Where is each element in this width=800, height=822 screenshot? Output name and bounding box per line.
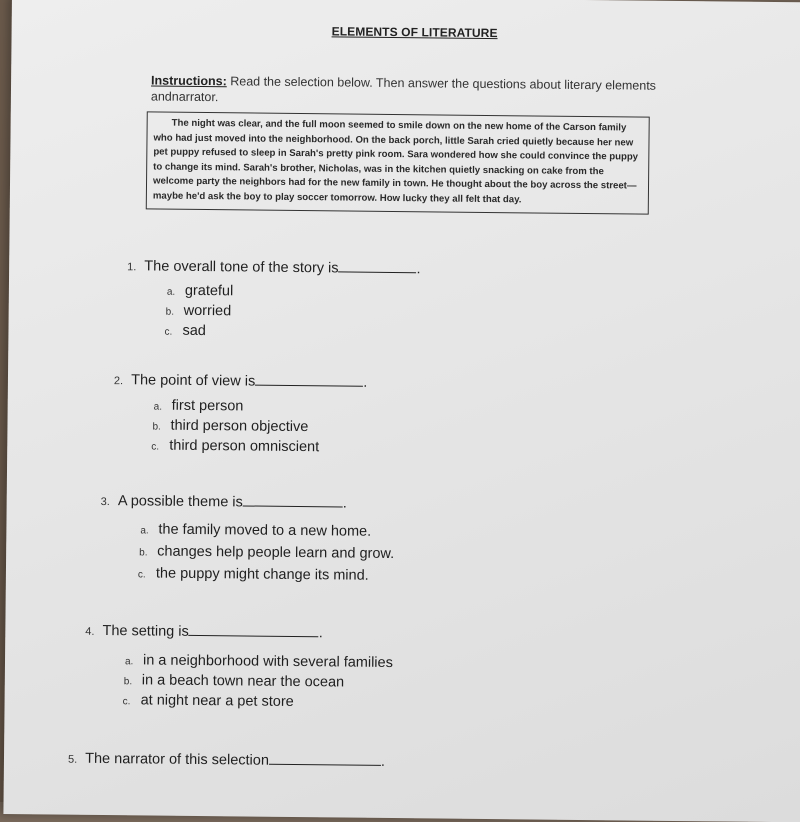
answer-blank[interactable]: [255, 373, 363, 387]
question-number: 5.: [67, 753, 78, 766]
question-4: [85, 622, 323, 641]
answer-blank[interactable]: [339, 259, 417, 273]
question-text: The overall tone of the story is: [144, 258, 339, 277]
option-b[interactable]: b. in a beach town near the ocean: [123, 672, 345, 691]
reading-passage-text: The night was clear, and the full moon seemed to smile down on the new home of the Carson family who had just moved into the neighborhood. On the back porch, little Sarah cried quietly because her new pet puppy refused to sleep in Sarah's pretty pink room. Sara wondered how she could convince the puppy to change its mind. Sarah's brother, Nicholas, was in the kitchen quietly snacking on cake from the welcome party the neighbors had for the new family in town. He thought about the boy across the street—maybe he'd ask the boy to play soccer tomorrow. How lucky they all felt that day.: [152, 117, 639, 206]
question-number: 3.: [100, 495, 110, 509]
question-3-options: [137, 519, 395, 588]
question-text: A possible theme is: [117, 493, 243, 511]
option-c[interactable]: c. sad: [164, 322, 206, 340]
option-a[interactable]: a. the family moved to a new home.: [140, 521, 372, 540]
question-2-options: [153, 397, 320, 459]
option-b[interactable]: b. changes help people learn and grow.: [139, 543, 395, 563]
instructions: [151, 72, 671, 109]
option-b[interactable]: b. third person objective: [152, 417, 309, 436]
question-text: The narrator of this selection: [85, 750, 270, 769]
option-a[interactable]: a. first person: [153, 397, 244, 415]
question-end: .: [416, 261, 421, 278]
question-2: [114, 371, 368, 391]
option-c[interactable]: c. the puppy might change its mind.: [137, 565, 369, 584]
answer-blank[interactable]: [189, 623, 319, 637]
question-number: 1.: [127, 261, 137, 274]
question-end: .: [363, 374, 368, 391]
question-number: 2.: [113, 375, 124, 388]
question-number: 4.: [85, 625, 95, 638]
question-1: [127, 257, 421, 277]
question-text: The setting is: [102, 622, 189, 640]
reading-passage-box: [146, 111, 650, 214]
question-end: .: [342, 495, 347, 512]
question-5: [68, 750, 385, 770]
question-text: The point of view is: [131, 372, 256, 390]
option-a[interactable]: a. grateful: [166, 282, 234, 300]
option-c[interactable]: c. at night near a pet store: [122, 692, 294, 710]
option-c[interactable]: c. third person omniscient: [151, 437, 320, 456]
question-end: .: [318, 625, 323, 642]
question-3: [101, 492, 347, 512]
question-1-options: [166, 282, 233, 343]
instructions-label: Instructions:: [151, 73, 227, 89]
question-4-options: [124, 651, 392, 714]
worksheet-page: [3, 0, 800, 822]
option-a[interactable]: a. in a neighborhood with several families: [124, 652, 393, 672]
worksheet-title: ELEMENTS OF LITERATURE: [331, 24, 498, 41]
question-end: .: [380, 753, 386, 770]
instructions-text: Read the selection below. Then answer the questions about literary elements andnarrator.: [150, 74, 657, 105]
answer-blank[interactable]: [269, 752, 381, 766]
answer-blank[interactable]: [243, 493, 343, 507]
option-b[interactable]: b. worried: [165, 302, 232, 320]
